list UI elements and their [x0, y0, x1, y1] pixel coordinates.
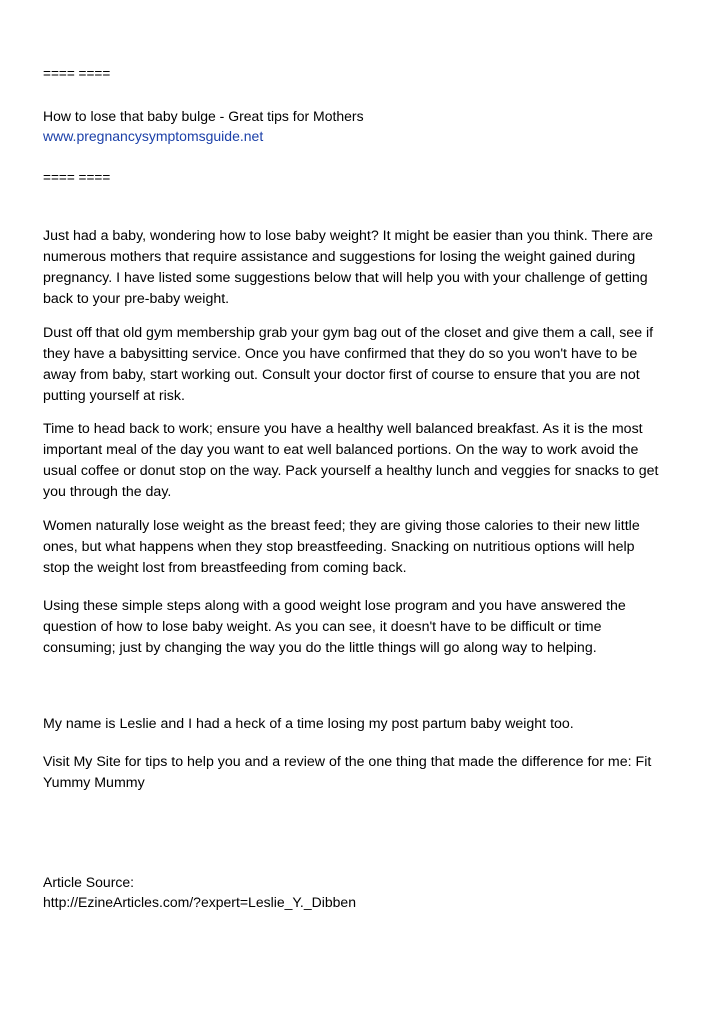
paragraph-line: stop the weight lost from breastfeeding from coming back. [43, 560, 407, 576]
source-url[interactable]: http://EzineArticles.com/?expert=Leslie_Y._Dibben [43, 894, 356, 910]
paragraph-line: you through the day. [43, 484, 172, 500]
paragraph-line: usual coffee or donut stop on the way. Pack yourself a healthy lunch and veggies for snacks to get [43, 463, 659, 479]
paragraph-line: important meal of the day you want to eat well balanced portions. On the way to work avoid the [43, 442, 639, 458]
author-visit [43, 752, 691, 794]
paragraph-line: Women naturally lose weight as the breast feed; they are giving those calories to their new little [43, 518, 640, 534]
paragraph-4 [43, 516, 691, 579]
paragraph-1 [43, 226, 691, 310]
paragraph-5 [43, 596, 691, 659]
paragraph-line: away from baby, start working out. Consult your doctor first of course to ensure that you are not [43, 367, 640, 383]
paragraph-line: numerous mothers that require assistance and suggestions for losing the weight gained during [43, 249, 636, 265]
site-link[interactable]: www.pregnancysymptomsguide.net [43, 128, 264, 144]
separator-bottom: ==== ==== [43, 170, 111, 185]
paragraph-2 [43, 323, 691, 407]
paragraph-line: ones, but what happens when they stop breastfeeding. Snacking on nutritious options will help [43, 539, 635, 555]
paragraph-line: question of how to lose baby weight. As you can see, it doesn't have to be difficult or time [43, 619, 602, 635]
paragraph-line: Using these simple steps along with a good weight lose program and you have answered the [43, 598, 626, 614]
paragraph-line: Time to head back to work; ensure you have a healthy well balanced breakfast. As it is the most [43, 421, 643, 437]
paragraph-line: consuming; just by changing the way you do the little things will go along way to helping. [43, 640, 597, 656]
paragraph-line: Just had a baby, wondering how to lose baby weight? It might be easier than you think. There are [43, 228, 653, 244]
paragraph-line: they have a babysitting service. Once you have confirmed that they do so you won't have to be [43, 346, 638, 362]
paragraph-line: Dust off that old gym membership grab your gym bag out of the closet and give them a call, see if [43, 325, 654, 341]
source-label: Article Source: [43, 874, 135, 890]
paragraph-line: pregnancy. I have listed some suggestions below that will help you with your challenge of getting [43, 270, 648, 286]
author-bio-line: My name is Leslie and I had a heck of a time losing my post partum baby weight too. [43, 716, 574, 732]
author-bio [43, 714, 691, 735]
paragraph-3 [43, 419, 691, 503]
author-visit-line: Visit My Site for tips to help you and a review of the one thing that made the difference for me: Fit [43, 754, 652, 770]
author-visit-line[interactable]: Yummy Mummy [43, 775, 145, 791]
separator-top: ==== ==== [43, 66, 111, 81]
article-title: How to lose that baby bulge - Great tips for Mothers [43, 108, 364, 124]
paragraph-line: back to your pre-baby weight. [43, 291, 230, 307]
paragraph-line: putting yourself at risk. [43, 388, 185, 404]
